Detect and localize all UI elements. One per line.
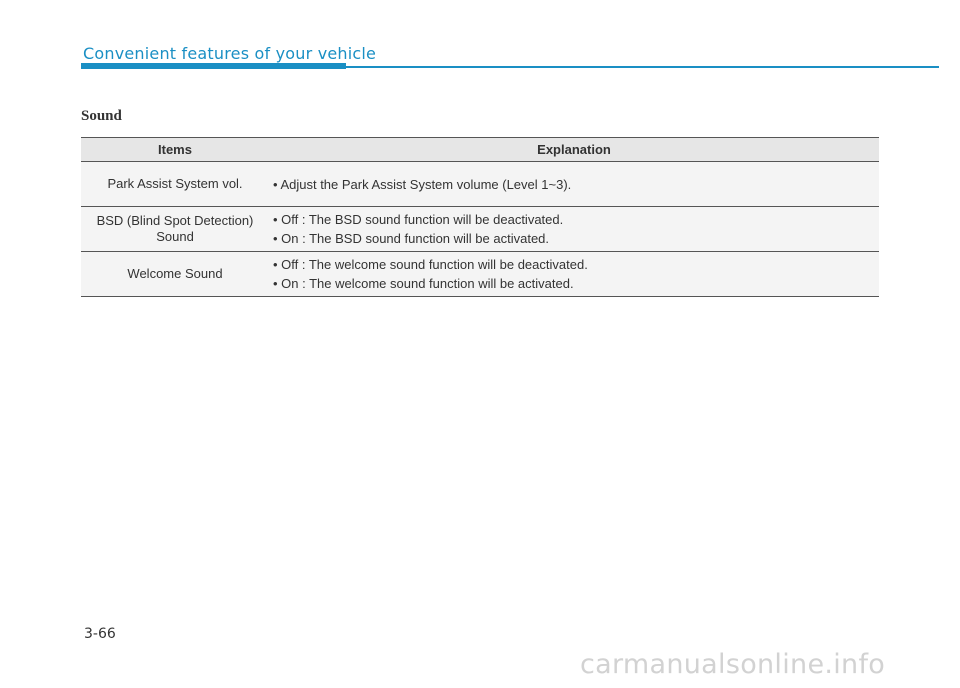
explanation-line: • On : The welcome sound function will be activated. bbox=[273, 276, 574, 291]
section-bar-accent bbox=[81, 63, 346, 69]
section-bar-rule bbox=[346, 66, 939, 68]
table-row bbox=[81, 252, 879, 297]
page-number: 3-66 bbox=[84, 626, 116, 642]
explanation-line: • Off : The BSD sound function will be deactivated. bbox=[273, 212, 564, 227]
row-item: Park Assist System vol. bbox=[81, 162, 269, 207]
row-item: Welcome Sound bbox=[81, 252, 269, 297]
explanation-line: • Adjust the Park Assist System volume (Level 1~3). bbox=[273, 176, 572, 192]
explanation-line: • Off : The welcome sound function will be deactivated. bbox=[273, 257, 588, 272]
row-explanation bbox=[269, 162, 879, 207]
row-item: BSD (Blind Spot Detection) Sound bbox=[81, 207, 269, 252]
explanation-line: • On : The BSD sound function will be activated. bbox=[273, 231, 550, 246]
table-row bbox=[81, 207, 879, 252]
table-row bbox=[81, 162, 879, 207]
table-header-row bbox=[81, 138, 879, 162]
sound-settings-table bbox=[81, 137, 879, 297]
column-header-explanation: Explanation bbox=[269, 138, 879, 162]
row-explanation bbox=[269, 207, 879, 252]
section-header bbox=[81, 44, 939, 72]
column-header-items: Items bbox=[81, 138, 269, 162]
watermark: carmanualsonline.info bbox=[580, 649, 886, 680]
page-heading: Sound bbox=[81, 108, 122, 124]
section-title: Convenient features of your vehicle bbox=[83, 44, 377, 63]
row-explanation bbox=[269, 252, 879, 297]
